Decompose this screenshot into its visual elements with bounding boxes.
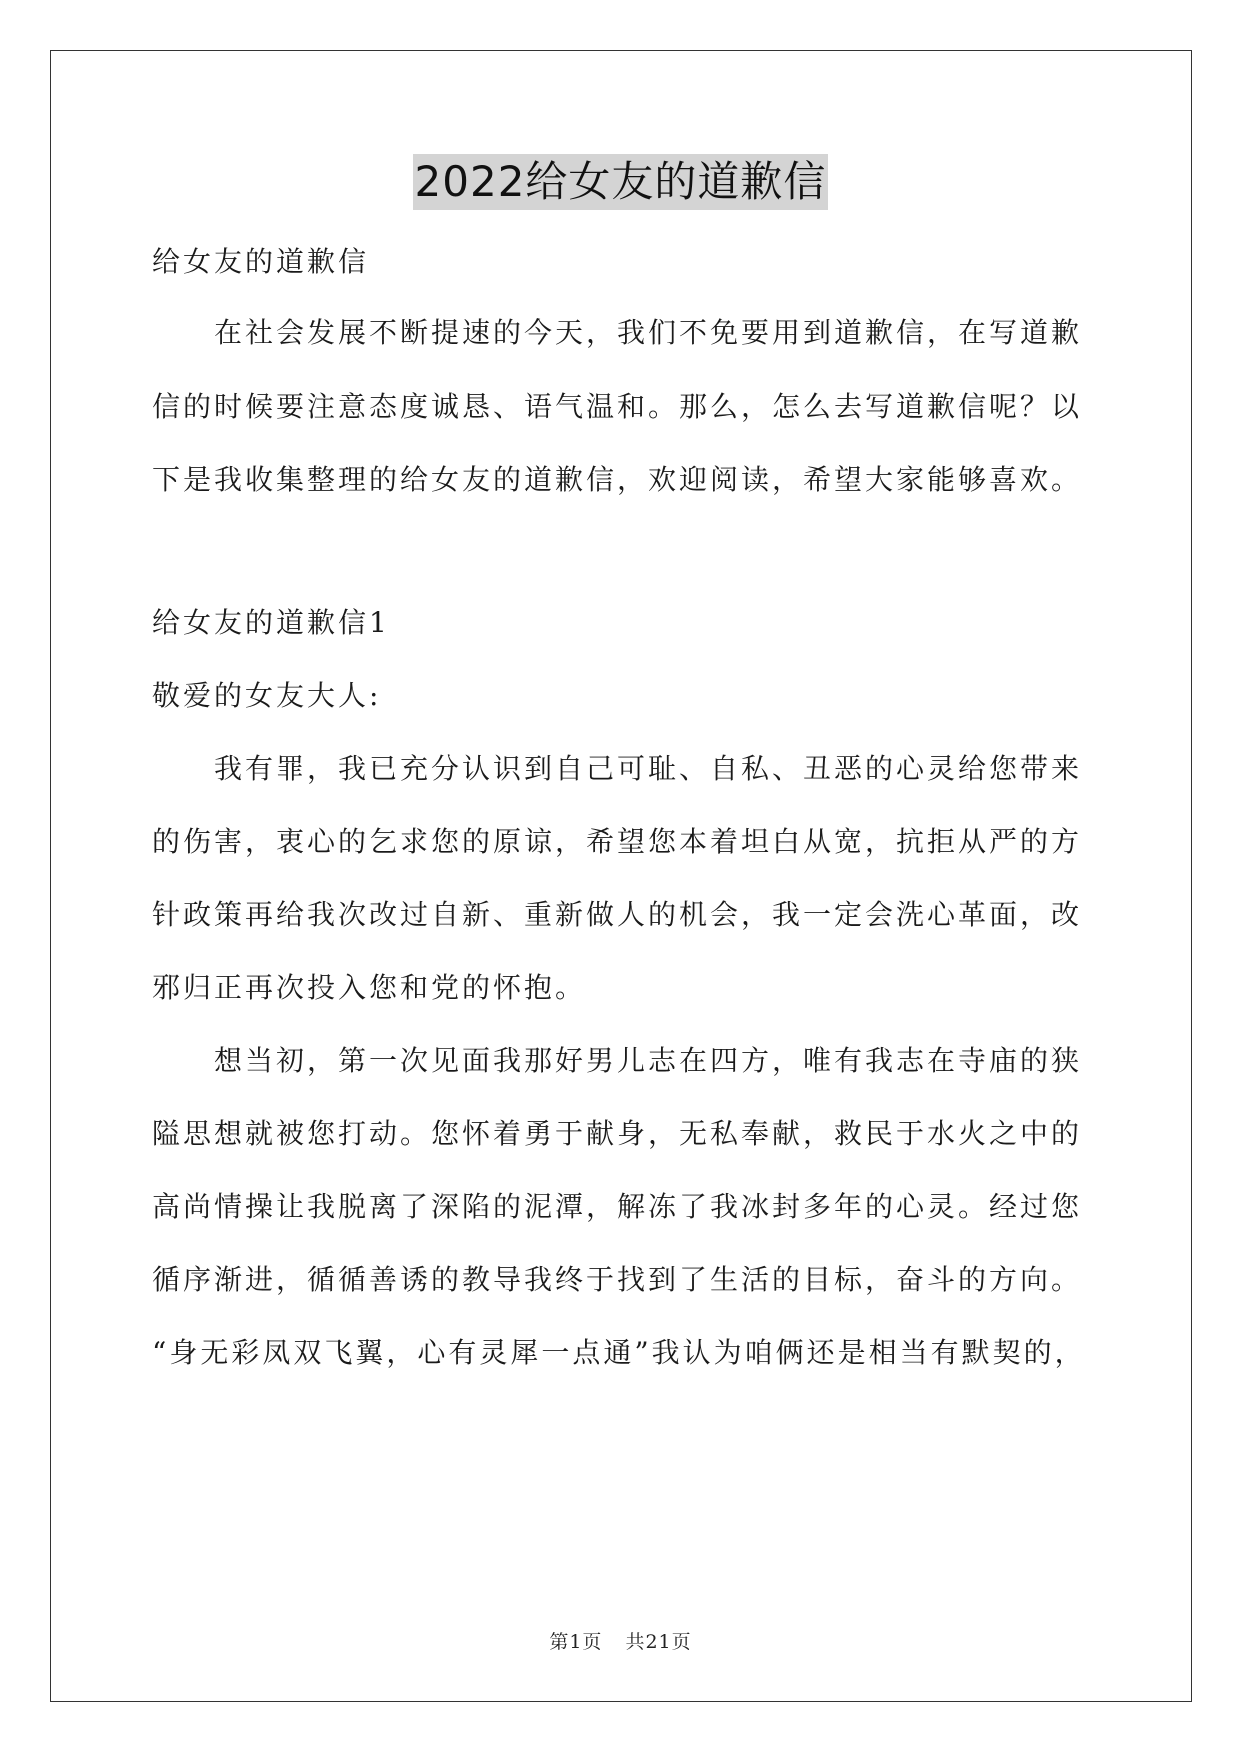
text-line: “身无彩凤双飞翼，心有灵犀一点通”我认为咱俩还是相当有默契的，	[152, 1336, 1086, 1369]
page-total: 共21页	[625, 1631, 692, 1653]
text-line: 循序渐进，循循善诱的教导我终于找到了生活的目标，奋斗的方向。	[152, 1263, 1083, 1296]
page-number: 第1页	[549, 1631, 603, 1653]
page-border	[50, 50, 1192, 1702]
text-line: 的伤害，衷心的乞求您的原谅，希望您本着坦白从宽，抗拒从严的方	[152, 825, 1083, 858]
title-container	[0, 154, 1241, 210]
text-line: 隘思想就被您打动。您怀着勇于献身，无私奉献，救民于水火之中的	[152, 1117, 1083, 1150]
salutation: 敬爱的女友大人:	[152, 679, 382, 712]
page-footer	[0, 1627, 1241, 1654]
text-line: 邪归正再次投入您和党的怀抱。	[152, 971, 587, 1004]
subtitle: 给女友的道歉信	[152, 245, 370, 278]
text-line: 信的时候要注意态度诚恳、语气温和。那么，怎么去写道歉信呢？以	[152, 390, 1083, 423]
text-line: 针政策再给我次改过自新、重新做人的机会，我一定会洗心革面，改	[152, 898, 1083, 931]
text-line: 下是我收集整理的给女友的道歉信，欢迎阅读，希望大家能够喜欢。	[152, 463, 1083, 496]
text-line: 在社会发展不断提速的今天，我们不免要用到道歉信，在写道歉	[152, 316, 1083, 349]
document-title: 2022给女友的道歉信	[413, 154, 829, 210]
text-line: 我有罪，我已充分认识到自己可耻、自私、丑恶的心灵给您带来	[152, 752, 1083, 785]
text-line: 高尚情操让我脱离了深陷的泥潭，解冻了我冰封多年的心灵。经过您	[152, 1190, 1083, 1223]
section-heading: 给女友的道歉信1	[152, 606, 390, 639]
text-line: 想当初，第一次见面我那好男儿志在四方，唯有我志在寺庙的狭	[152, 1044, 1083, 1077]
